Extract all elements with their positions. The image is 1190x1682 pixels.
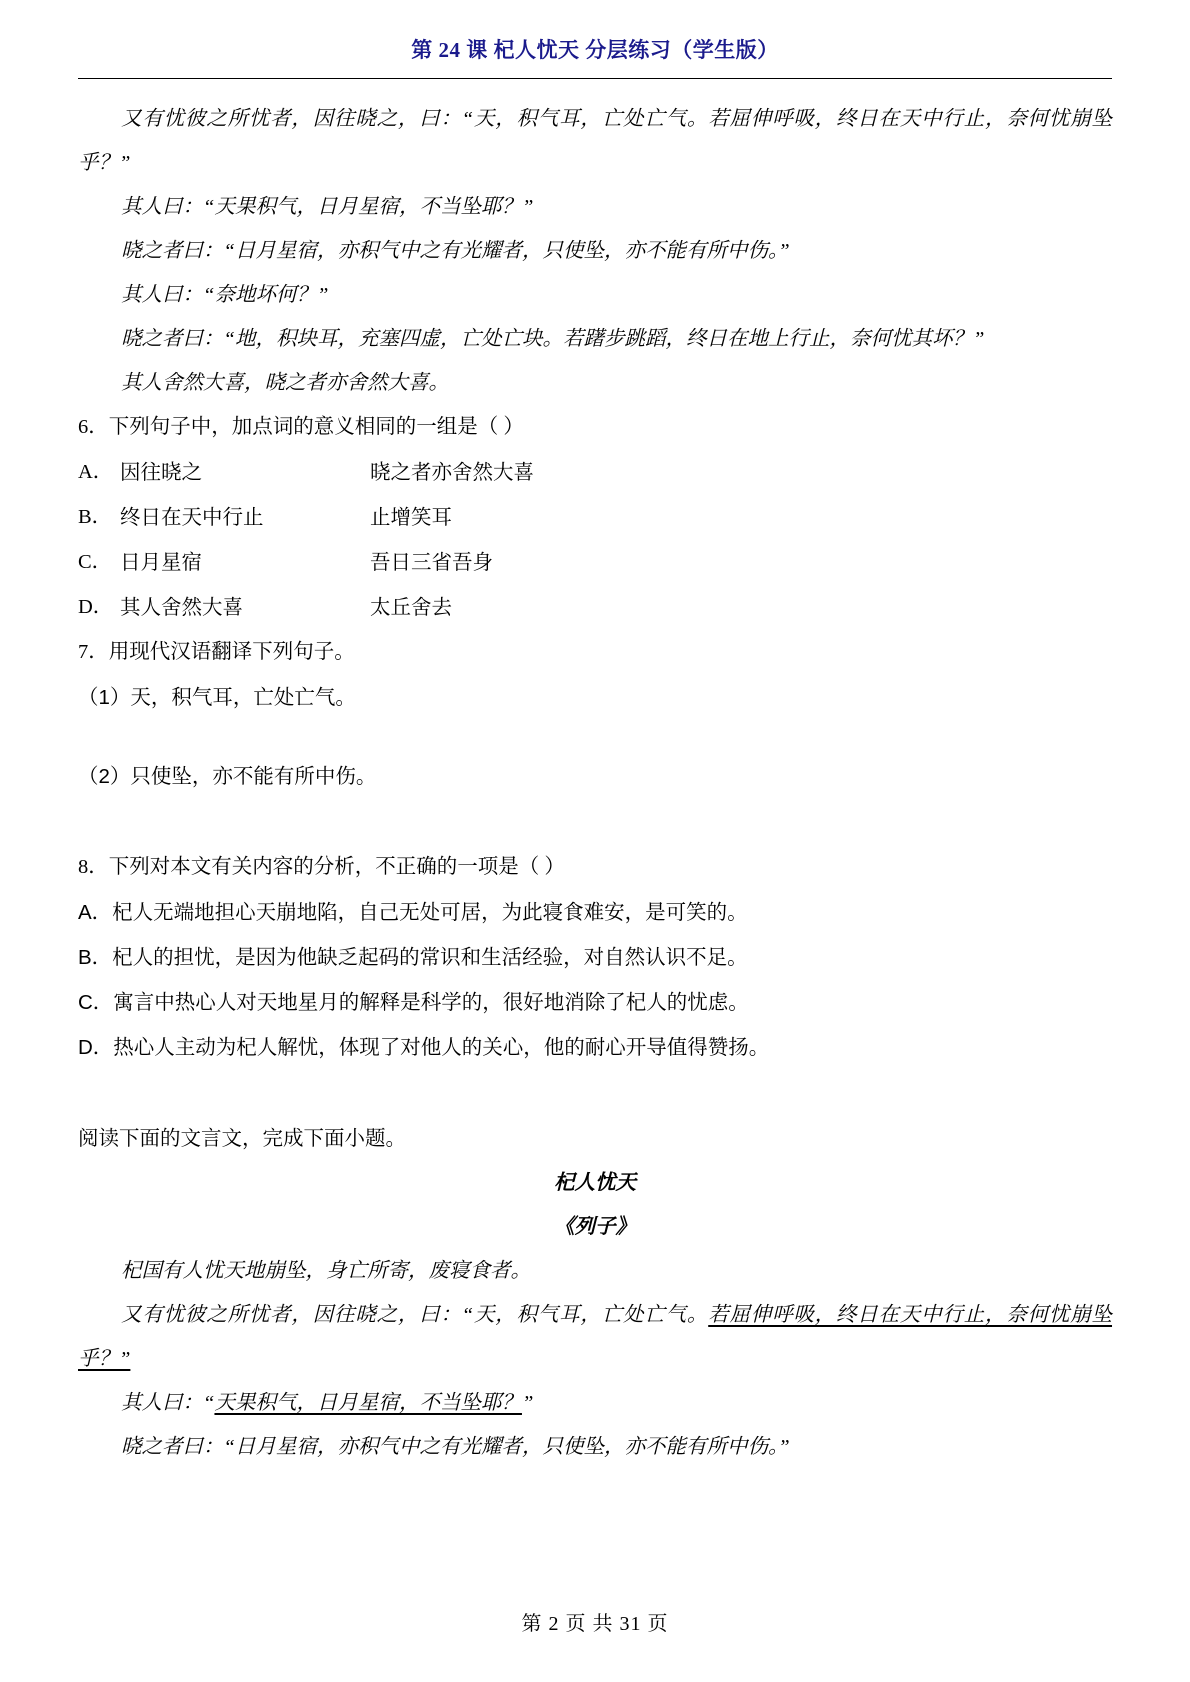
passage2-p3-tail: ” (521, 1392, 534, 1414)
option-letter: A． (78, 461, 114, 483)
passage-paragraph-3: 晓之者曰：“日月星宿，亦积气中之有光耀者，只使坠，亦不能有所中伤。” (121, 240, 790, 262)
option-text-left: 因往晓之 (120, 461, 202, 484)
passage-paragraph-5: 晓之者曰：“地，积块耳，充塞四虚，亡处亡块。若躇步跳蹈，终日在地上行止，奈何忧其坏？” (121, 328, 985, 350)
answer-space-1 (78, 720, 1112, 754)
question-7-stem: 7．用现代汉语翻译下列句子。 (78, 641, 355, 663)
passage2-paragraph-3 (78, 1381, 1112, 1425)
reading-instruction: 阅读下面的文言文，完成下面小题。 (78, 1127, 406, 1150)
option-text-left: 日月星宿 (120, 551, 202, 574)
option-text-right: 止增笑耳 (370, 506, 452, 529)
passage-paragraph-2: 其人曰：“天果积气，日月星宿，不当坠耶？” (121, 196, 534, 218)
question-8-option-b[interactable]: B．杞人的担忧，是因为他缺乏起码的常识和生活经验，对自然认识不足。 (78, 946, 748, 969)
question-8-stem: 8．下列对本文有关内容的分析，不正确的一项是（ ） (78, 856, 565, 878)
section-gap (78, 1070, 1112, 1116)
option-letter: C． (78, 551, 113, 573)
question-7-item-2: （2）只使坠，亦不能有所中伤。 (78, 765, 377, 788)
header-divider (78, 78, 1112, 79)
question-6-option-a[interactable] (78, 450, 1112, 495)
passage-paragraph-4: 其人曰：“奈地坏何？” (121, 284, 329, 306)
question-6-option-d[interactable] (78, 585, 1112, 630)
option-letter: B． (78, 506, 113, 528)
question-8-option-a[interactable]: A．杞人无端地担心天崩地陷，自己无处可居，为此寝食难安，是可笑的。 (78, 901, 748, 924)
option-text-left: 其人舍然大喜 (120, 596, 243, 619)
passage2-p3-lead: 其人曰：“ (121, 1392, 215, 1414)
passage-paragraph-1: 又有忧彼之所忧者，因往晓之，曰：“天，积气耳，亡处亡气。若屈伸呼吸，终日在天中行止，奈何忧崩坠乎？” (78, 108, 1112, 174)
passage2-paragraph-2 (78, 1293, 1112, 1381)
question-6-option-b[interactable] (78, 495, 1112, 540)
option-text-right: 太丘舍去 (370, 596, 452, 619)
option-text-left: 终日在天中行止 (120, 506, 264, 529)
option-letter: D． (78, 596, 114, 618)
question-6-stem: 6．下列句子中，加点词的意义相同的一组是（ ） (78, 416, 524, 438)
passage2-p3-underlined: 天果积气，日月星宿，不当坠耶？ (214, 1392, 522, 1414)
question-7-item-1: （1）天，积气耳，亡处亡气。 (78, 686, 356, 709)
page-title: 第 24 课 杞人忧天 分层练习（学生版） (411, 38, 779, 62)
passage-source: 《列子》 (554, 1216, 636, 1238)
question-8-option-c[interactable]: C．寓言中热心人对天地星月的解释是科学的，很好地消除了杞人的忧虑。 (78, 991, 749, 1014)
question-6-option-c[interactable] (78, 540, 1112, 585)
passage2-paragraph-4: 晓之者曰：“日月星宿，亦积气中之有光耀者，只使坠，亦不能有所中伤。” (121, 1436, 790, 1458)
passage-title: 杞人忧天 (554, 1172, 636, 1194)
answer-space-2 (78, 799, 1112, 845)
option-text-right: 吾日三省吾身 (370, 551, 493, 574)
passage2-paragraph-1: 杞国有人忧天地崩坠，身亡所寄，废寝食者。 (121, 1260, 532, 1282)
passage2-p2-plain: 又有忧彼之所忧者，因往晓之，曰：“天，积气耳，亡处亡气。 (121, 1304, 709, 1326)
page-footer: 第 2 页 共 31 页 (521, 1613, 669, 1635)
question-8-option-d[interactable]: D．热心人主动为杞人解忧，体现了对他人的关心，他的耐心开导值得赞扬。 (78, 1036, 770, 1059)
passage2-p2-underlined: 若屈伸呼吸，终日在天中行止，奈何忧崩坠乎？” (78, 1304, 1113, 1370)
option-text-right: 晓之者亦舍然大喜 (370, 461, 534, 484)
passage-paragraph-6: 其人舍然大喜，晓之者亦舍然大喜。 (121, 372, 450, 394)
